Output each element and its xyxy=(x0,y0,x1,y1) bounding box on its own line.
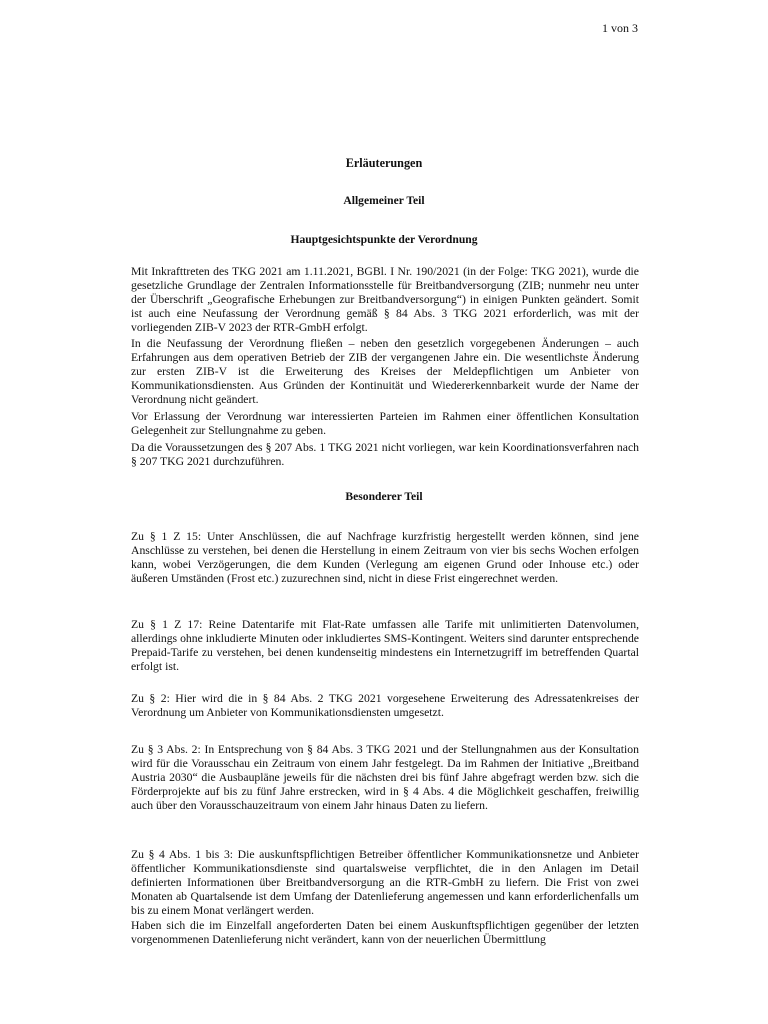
document-title: Erläuterungen xyxy=(345,156,423,170)
subsection-heading-main-points: Hauptgesichtspunkte der Verordnung xyxy=(290,233,478,246)
paragraph-intro: Mit Inkrafttreten des TKG 2021 am 1.11.2021, BGBl. I Nr. 190/2021 (in der Folge: TKG 2021), wurde die gesetzliche Grundlage der Zentralen Informationsstelle für Breitbandversorgung (ZIB; nunmehr neu unter der Überschrift „Geografische Erhebungen zur Breitbandversorgung“) in einigen Punkten geändert. Somit ist auch eine Neufassung der Verordnung gemäß § 84 Abs. 3 TKG 2021 erforderlich, was mit der vorliegenden ZIB-V 2023 der RTR-GmbH erfolgt. xyxy=(131,265,639,334)
section-heading-special: Besonderer Teil xyxy=(345,490,423,503)
paragraph-s4-abs1-3: Zu § 4 Abs. 1 bis 3: Die auskunftspflichtigen Betreiber öffentlicher Kommunikationsnetze und Anbieter öffentlicher Kommunikationsdienste sind quartalsweise verpflichtet, die in den Anlagen im Detail definierten Informationen über Breitbandversorgung an die RTR-GmbH zu liefern. Die Frist von zwei Monaten ab Quartalsende ist dem Umfang der Datenlieferung angemessen und kann erforderlichenfalls um bis zu einem Monat verlängert werden. xyxy=(131,848,639,917)
page-number: 1 von 3 xyxy=(602,21,638,35)
paragraph-coordination: Da die Voraussetzungen des § 207 Abs. 1 TKG 2021 nicht vorliegen, war kein Koordinationsverfahren nach § 207 TKG 2021 durchzuführen. xyxy=(131,441,639,468)
paragraph-s3-abs2: Zu § 3 Abs. 2: In Entsprechung von § 84 Abs. 3 TKG 2021 und der Stellungnahmen aus der Konsultation wird für die Vorausschau ein Zeitraum von einem Jahr festgelegt. Da im Rahmen der Initiative „Breitband Austria 2030“ die Ausbaupläne jeweils für die nächsten drei bis fünf Jahre abgefragt werden bzw. sich die Förderprojekte auf bis zu fünf Jahre erstrecken, wird in § 4 Abs. 4 die Möglichkeit geschaffen, freiwillig auch über den Vorausschauzeitraum von einem Jahr hinaus Daten zu liefern. xyxy=(131,743,639,812)
section-heading-general: Allgemeiner Teil xyxy=(343,194,425,207)
paragraph-s1-z15: Zu § 1 Z 15: Unter Anschlüssen, die auf Nachfrage kurzfristig hergestellt werden können, sind jene Anschlüsse zu verstehen, bei denen die Herstellung in einem Zeitraum von vier bis sechs Wochen erfolgen kann, wobei Verzögerungen, die dem Kunden (Verlegung am eigenen Grund oder Inhouse etc.) oder äußeren Umständen (Frost etc.) zuzurechnen sind, nicht in diese Frist eingerechnet werden. xyxy=(131,530,639,585)
paragraph-s1-z17: Zu § 1 Z 17: Reine Datentarife mit Flat-Rate umfassen alle Tarife mit unlimitierten Datenvolumen, allerdings ohne inkludierte Minuten oder inkludiertes SMS-Kontingent. Weiters sind darunter entsprechende Prepaid-Tarife zu verstehen, bei denen kundenseitig mindestens ein Internetzugriff im betreffenden Quartal erfolgt ist. xyxy=(131,618,639,673)
paragraph-revision: In die Neufassung der Verordnung fließen – neben den gesetzlich vorgegebenen Änderungen – auch Erfahrungen aus dem operativen Betrieb der ZIB der vergangenen Jahre ein. Die wesentlichste Änderung zur ersten ZIB-V ist die Erweiterung des Kreises der Meldepflichtigen um Anbieter von Kommunikationsdiensten. Aus Gründen der Kontinuität und Wiedererkennbarkeit wurde der Name der Verordnung nicht geändert. xyxy=(131,337,639,406)
paragraph-s2: Zu § 2: Hier wird die in § 84 Abs. 2 TKG 2021 vorgesehene Erweiterung des Adressatenkreises der Verordnung um Anbieter von Kommunikationsdiensten umgesetzt. xyxy=(131,692,639,719)
paragraph-consultation: Vor Erlassung der Verordnung war interessierten Parteien im Rahmen einer öffentlichen Konsultation Gelegenheit zur Stellungnahme zu geben. xyxy=(131,410,639,437)
paragraph-unchanged-data: Haben sich die im Einzelfall angeforderten Daten bei einem Auskunftspflichtigen gegenüber der letzten vorgenommenen Datenlieferung nicht verändert, kann von der neuerlichen Übermittlung xyxy=(131,919,639,946)
